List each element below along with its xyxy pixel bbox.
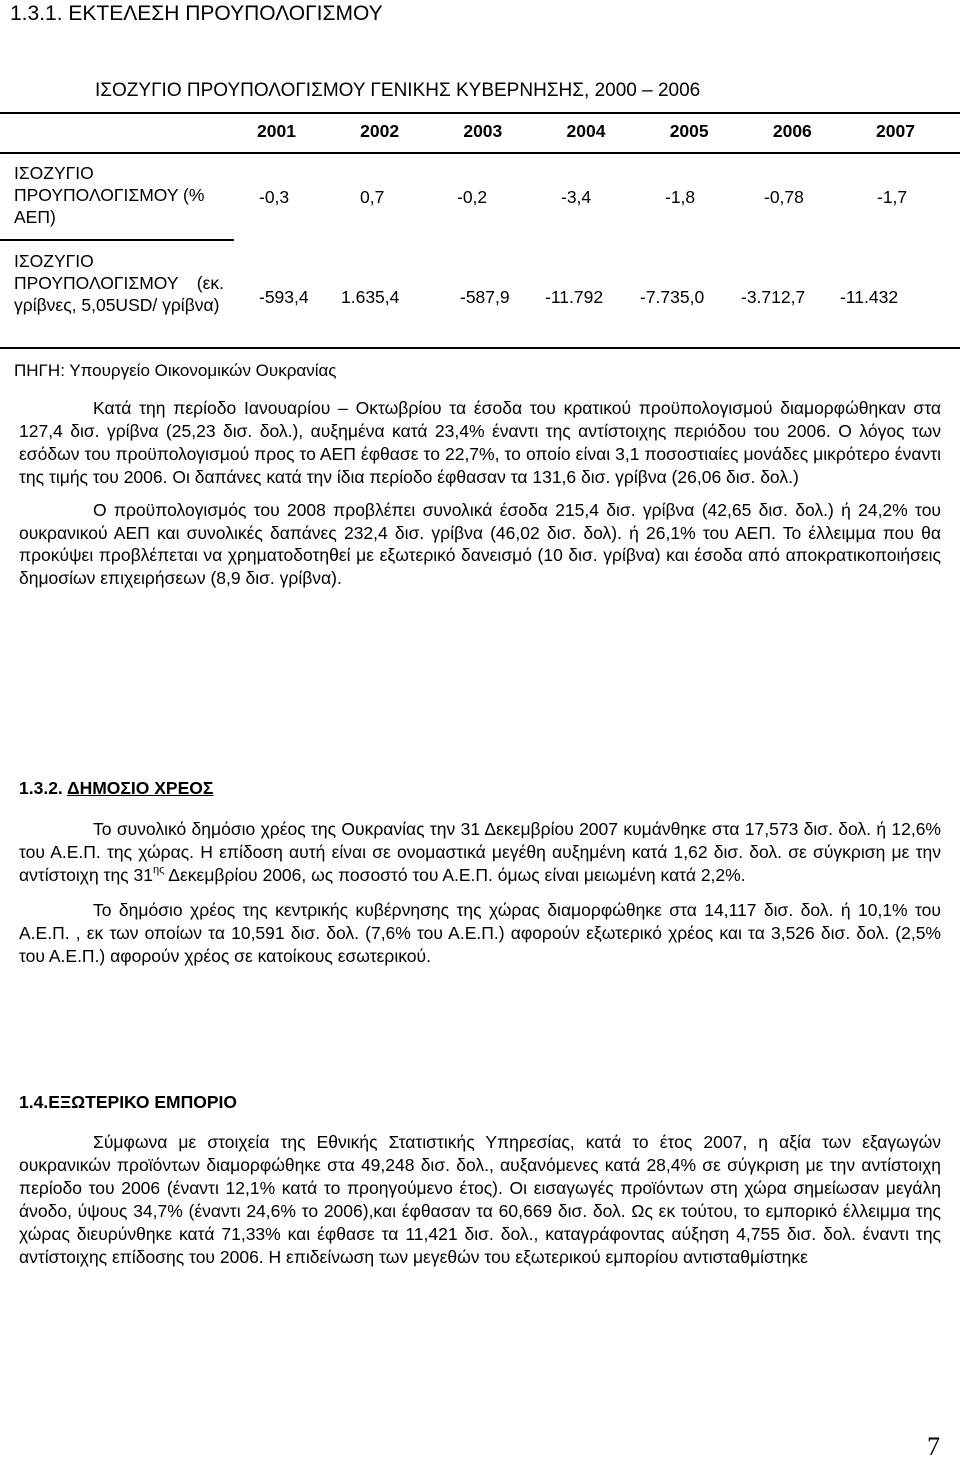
- budget-paragraph: Κατά τηη περίοδο Ιανουαρίου – Οκτωβρίου τα έσοδα του κρατικού προϋπολογισμού διαμορφώθηκαν στα 127,4 δισ. γρίβνα (25,23 δισ. δολ.), αυξημένα κατά 23,4% έναντι της αντίστοιχης περιόδου του 2006. Ο λόγος των εσόδων του προϋπολογισμού προς το ΑΕΠ έφθασε το 22,7%, το οποίο είναι 3,1 ποσοστιαίες μονάδες μικρότερο έναντι της τιμής του 2006. Οι δαπάνες κατά την ίδια περίοδο έφθασαν τα 131,6 δισ. γρίβνα (26,06 δισ. δολ.): [19, 398, 941, 487]
- section-heading: 1.3.1. ΕΚΤΕΛΕΣΗ ΠΡΟΥΠΟΛΟΓΙΣΜΟΥ: [10, 2, 383, 25]
- value-cell: -0,78: [764, 187, 804, 207]
- table-year-header: [257, 121, 915, 142]
- value-cell: -7.735,0: [640, 287, 705, 307]
- debt-paragraph: Το δημόσιο χρέος της κεντρικής κυβέρνησης της χώρας διαμορφώθηκε στα 14,117 δισ. δολ. ή 10,1% του Α.Ε.Π. , εκ των οποίων τα 10,591 δισ. δολ. (7,6% του Α.Ε.Π.) αφορούν εξωτερικό χρέος και τα 3,526 δισ. δολ. (2,5% του Α.Ε.Π.) αφορούν χρέος σε κατοίκους εσωτερικού.: [19, 899, 941, 966]
- debt-text: [19, 818, 941, 967]
- value-cell: -1,8: [665, 187, 696, 207]
- value-cell: 1.635,4: [341, 287, 400, 307]
- budget-paragraph: Ο προϋπολογισμός του 2008 προβλέπει συνολικά έσοδα 215,4 δισ. γρίβνα (42,65 δισ. δολ.) ή 24,2% του ουκρανικού ΑΕΠ και συνολικές δαπάνες 232,4 δισ. γρίβνα (46,02 δισ. δολ). ή 26,1% του ΑΕΠ. Το έλλειμμα που θα προκύψει προβλέπεται να χρηματοδοτηθεί με εξωτερικό δανεισμό (10 δισ. γρίβνα) και έσοδα από αποκρατικοποιήσεις δημοσίων επιχειρήσεων (8,9 δισ. γρίβνα).: [19, 499, 941, 589]
- debt-section-title: ΔΗΜΟΣΙΟ ΧΡΕΟΣ: [67, 778, 214, 798]
- value-cell: -1,7: [877, 187, 908, 207]
- debt-paragraph: [19, 818, 941, 887]
- year-cell: 2005: [669, 121, 709, 141]
- value-cell: -0,3: [259, 187, 290, 207]
- trade-heading: 1.4.ΕΞΩΤΕΡΙΚΟ ΕΜΠΟΡΙΟ: [19, 1092, 238, 1112]
- ordinal-suffix: ης: [152, 863, 165, 876]
- row-label-uah: ΙΣΟΖΥΓΙΟ ΠΡΟΥΠΟΛΟΓΙΣΜΟΥ (εκ. γρίβνες, 5,05USD/ γρίβνα): [14, 251, 224, 315]
- table-row-gdp: [259, 187, 907, 208]
- table-bottom-rule: [0, 347, 960, 349]
- trade-paragraph: Σύμφωνα με στοιχεία της Εθνικής Στατιστικής Υπηρεσίας, κατά το έτος 2007, η αξία των εξαγωγών ουκρανικών προϊόντων διαμορφώθηκε στα 49,248 δισ. δολ., αυξανόμενες κατά 28,4% σε σύγκριση με την αντίστοιχη περίοδο του 2006 (έναντι 12,1% κατά το προηγούμενο έτος). Οι εισαγωγές προϊόντων στη χώρα σημείωσαν μεγάλη άνοδο, ύψους 34,7% (έναντι 24,6% το 2006),και έφθασαν τα 60,669 δισ. δολ. Ως εκ τούτου, το εμπορικό έλλειμμα της χώρας διευρύνθηκε κατά 71,33% και έφθασε τα 11,421 δισ. δολ., καταγράφοντας αύξηση 4,755 δισ. δολ. έναντι της αντίστοιχης επίδοσης του 2006. Η επιδείνωση των μεγεθών του εξωτερικού εμπορίου αντισταθμίστηκε: [19, 1132, 941, 1267]
- debt-text-part: Το συνολικό δημόσιο χρέος της Ουκρανίας την 31 Δεκεμβρίου 2007 κυμάνθηκε στα 17,573 δισ. δολ. ή 12,6% του Α.Ε.Π. της χώρας. Η επίδοση αυτή είναι σε ονομαστικά μεγέθη αυξημένη κατά 1,62 δισ. δολ. σε σύγκριση με την αντίστοιχη της 31: [19, 819, 941, 885]
- value-cell: 0,7: [360, 187, 385, 207]
- table-row-uah: [259, 287, 898, 308]
- value-cell: -11.792: [545, 287, 604, 307]
- year-cell: 2002: [360, 121, 400, 141]
- budget-text: [19, 397, 941, 590]
- row-label-gdp: ΙΣΟΖΥΓΙΟ ΠΡΟΥΠΟΛΟΓΙΣΜΟΥ (% ΑΕΠ): [14, 163, 205, 227]
- debt-section-number: 1.3.2.: [19, 778, 63, 798]
- trade-text: [19, 1131, 941, 1268]
- page-number: 7: [927, 1432, 940, 1461]
- year-cell: 2003: [463, 121, 503, 141]
- value-cell: -3,4: [561, 187, 592, 207]
- value-cell: -0,2: [457, 187, 488, 207]
- year-cell: 2006: [772, 121, 812, 141]
- value-cell: -3.712,7: [741, 287, 806, 307]
- table-header-rule: [0, 152, 960, 154]
- table-title: ΙΣΟΖΥΓΙΟ ΠΡΟΥΠΟΛΟΓΙΣΜΟΥ ΓΕΝΙΚΗΣ ΚΥΒΕΡΝΗΣΗΣ, 2000 – 2006: [95, 80, 701, 101]
- value-cell: -593,4: [259, 287, 309, 307]
- debt-heading: [19, 778, 213, 799]
- year-cell: 2007: [876, 121, 915, 141]
- debt-text-part: Δεκεμβρίου 2006, ως ποσοστό του Α.Ε.Π. όμως είναι μειωμένη κατά 2,2%.: [164, 864, 746, 885]
- table-row-rule: [0, 239, 234, 241]
- table-source: ΠΗΓΗ: Υπουργείο Οικονομικών Ουκρανίας: [14, 361, 337, 380]
- table-top-rule: [0, 112, 960, 114]
- value-cell: -587,9: [460, 287, 510, 307]
- value-cell: -11.432: [840, 287, 899, 307]
- year-cell: 2001: [257, 121, 296, 141]
- year-cell: 2004: [566, 121, 606, 141]
